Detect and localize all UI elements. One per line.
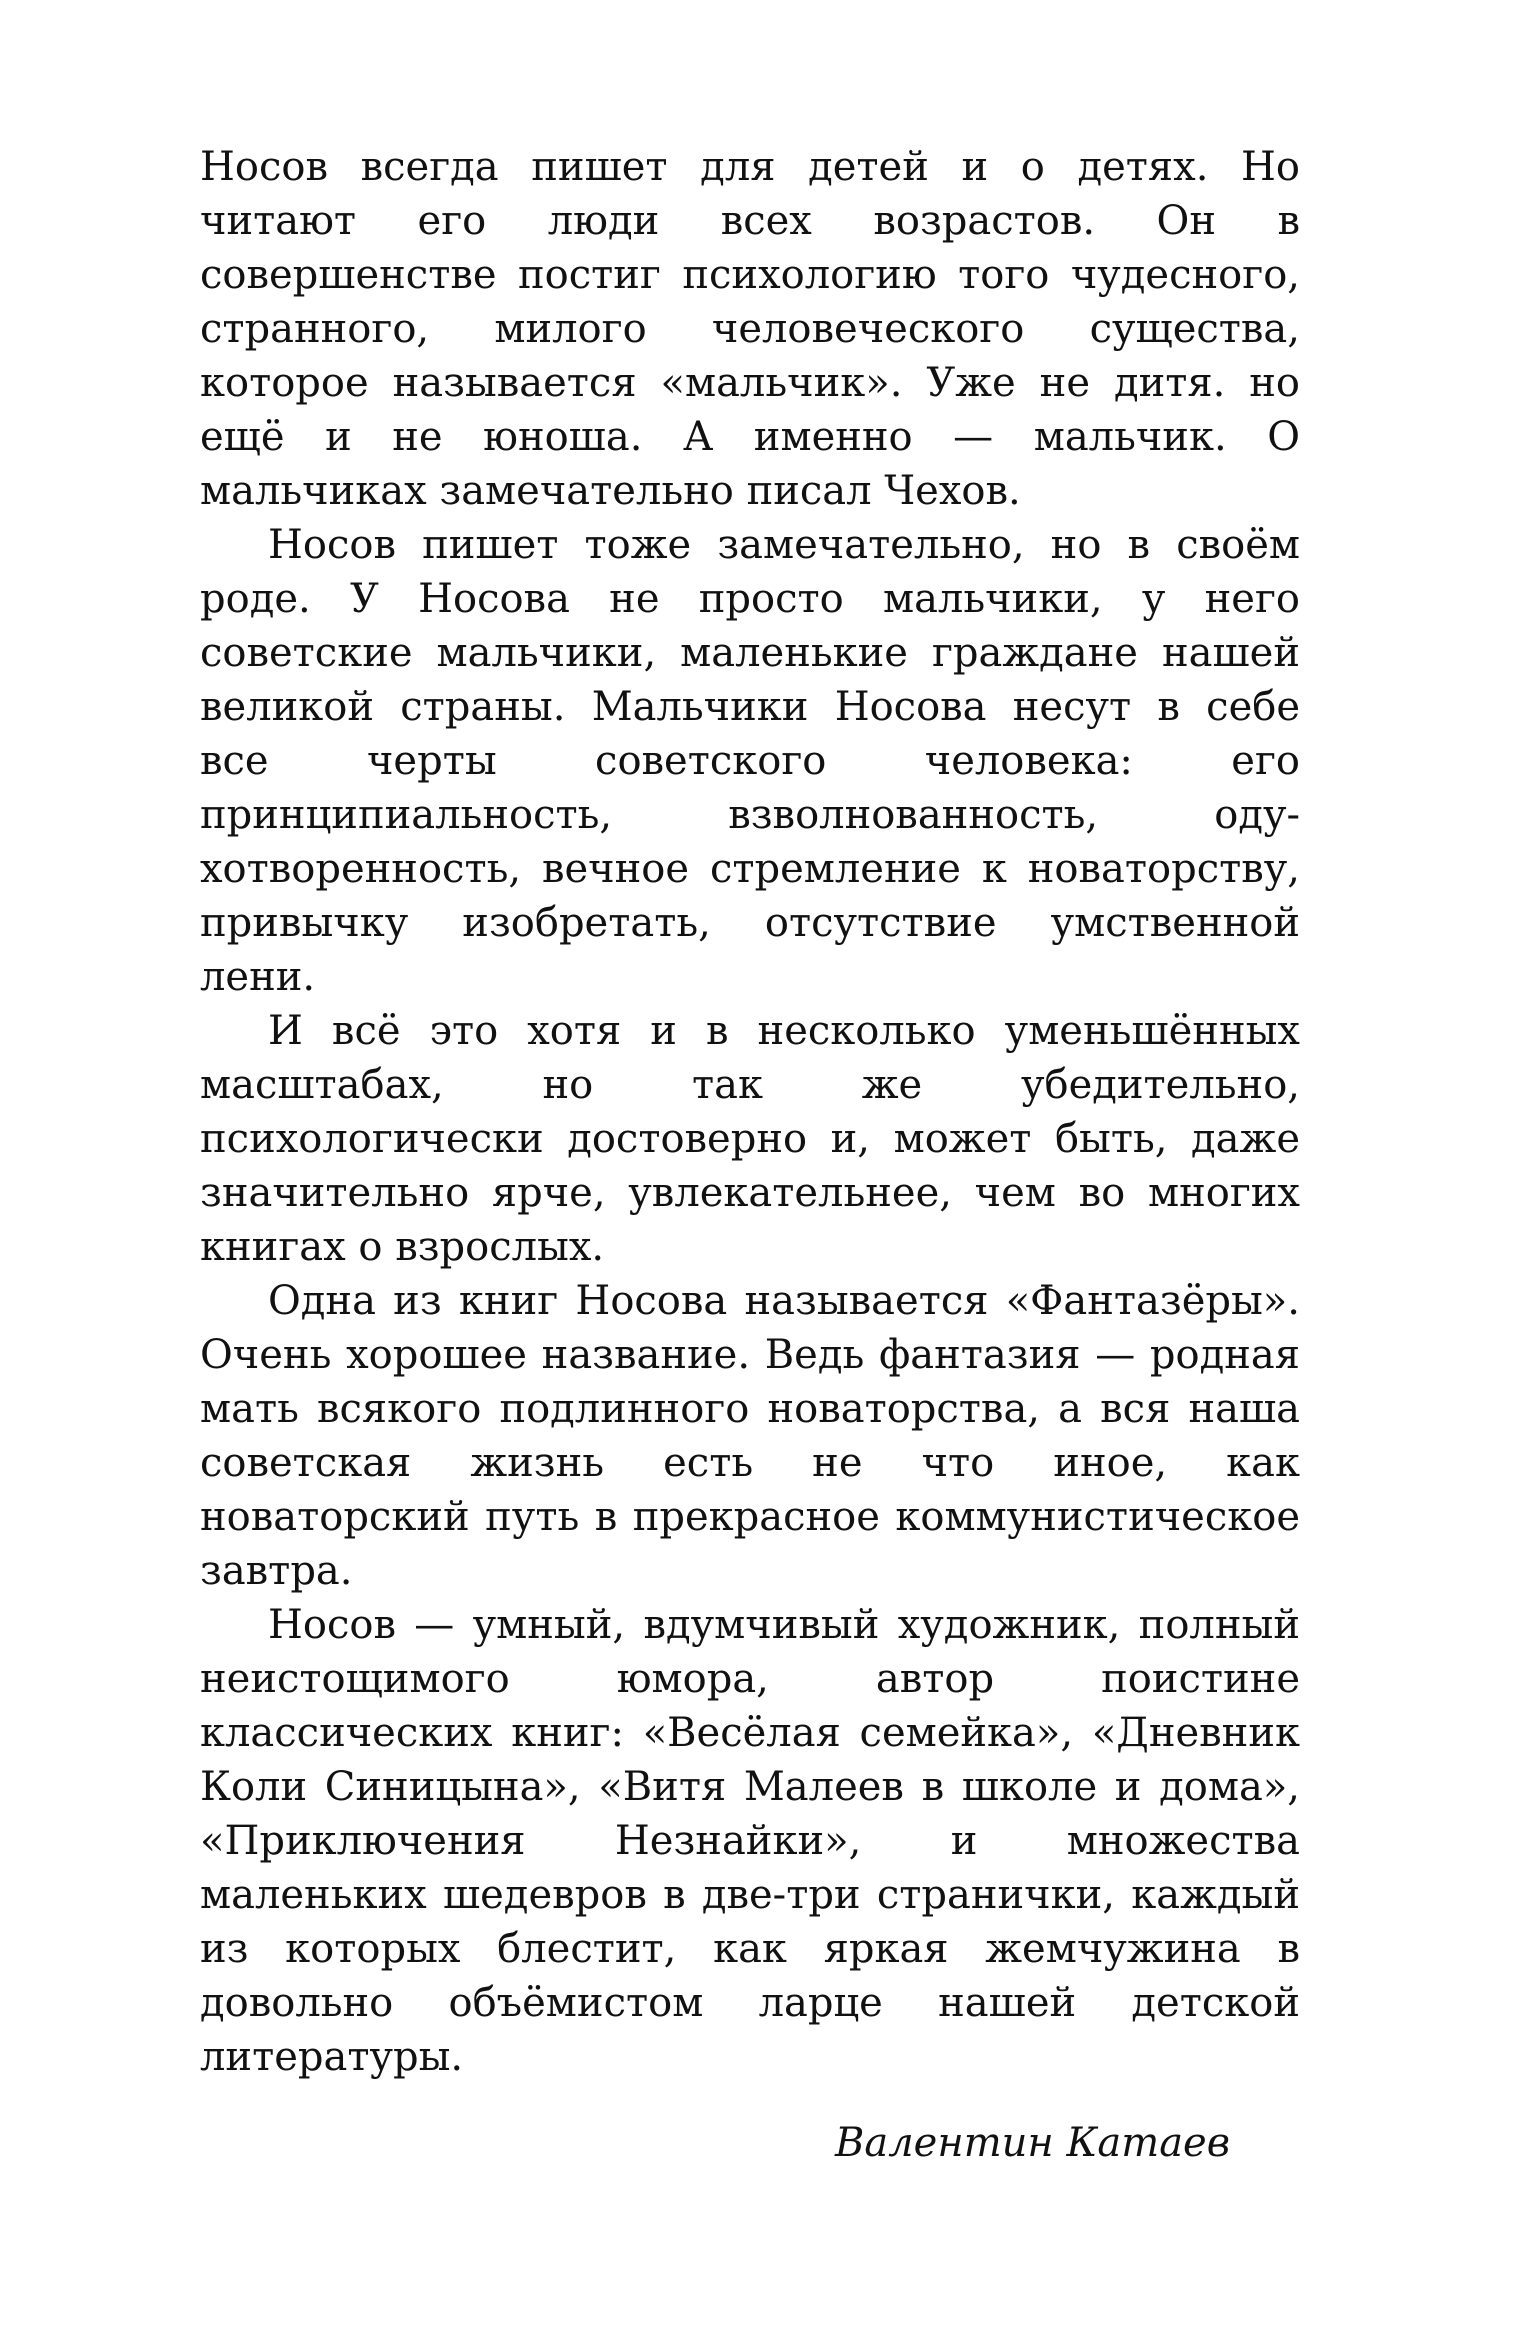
paragraph-3: И всё это хотя и в несколько уменьшённых масштабах, но так же убедительно, психологически достоверно и, может быть, даже значительно ярче, увлекательнее, чем во многих книгах о взрослых. [200,1008,1300,1270]
paragraph-2: Носов пишет тоже замечательно, но в своём роде. У Носова не просто мальчики, у него советские мальчики, маленькие граждане нашей великой страны. Мальчики Носова несут в себе все черты советского человека: его принципиальность, взволнованность, одухотворенность, вечное стремление к новаторству, привычку изобретать, отсутствие умственной лени. [200,522,1300,1000]
paragraph-1: Носов всегда пишет для детей и о детях. Но читают его люди всех возрастов. Он в совершенстве постиг психологию того чудесного, странного, милого человеческого существа, которое называется «мальчик». Уже не дитя. но ещё и не юноша. А именно — мальчик. О мальчиках замечательно писал Чехов. [200,144,1300,514]
author-signature: Валентин Катаев [834,2120,1230,2166]
paragraph-4: Одна из книг Носова называется «Фантазёры». Очень хорошее название. Ведь фантазия — родная мать всякого подлинного новаторства, а вся наша советская жизнь есть не что иное, как новаторский путь в прекрасное коммунистическое завтра. [200,1278,1300,1594]
document-page [200,140,1300,2170]
paragraph-5: Носов — умный, вдумчивый художник, полный неистощимого юмора, автор поистине классических книг: «Весёлая семейка», «Дневник Коли Синицына», «Витя Малеев в школе и дома», «Приключения Незнайки», и множества маленьких шедевров в две-три странички, каждый из которых блестит, как яркая жемчужина в довольно объёмистом ларце нашей детской литературы. [200,1602,1300,2080]
